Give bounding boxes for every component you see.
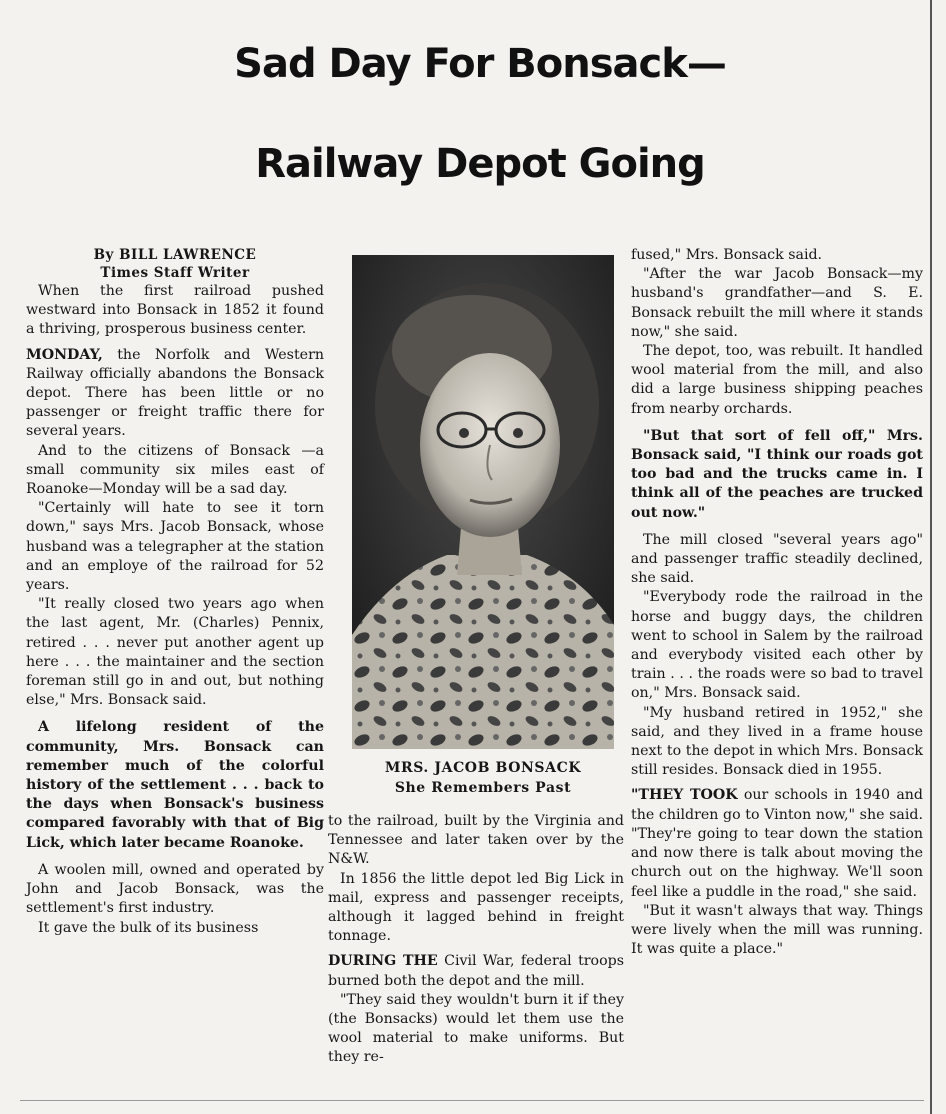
paragraph: A woolen mill, owned and operated by John and Jacob Bonsack, was the settlement's first industry. <box>26 861 324 917</box>
portrait-photo <box>352 255 614 749</box>
article-column-2 <box>328 812 624 1068</box>
article-column-1 <box>26 246 324 938</box>
paragraph: "It really closed two years ago when the last agent, Mr. (Charles) Pennix, retired . . . never put another agent up here . . . the maintainer and the section foreman still go in and out, but nothing else," Mrs. Bonsack said. <box>26 596 324 709</box>
caption-name: MRS. JACOB BONSACK <box>384 760 582 776</box>
pull-paragraph: "But that sort of fell off," Mrs. Bonsack said, "I think our roads got too bad and the trucks came in. I think all of the peaches are trucked out now." <box>631 427 923 521</box>
paragraph: "My husband retired in 1952," she said, and they lived in a frame house next to the depot in which Mrs. Bonsack still resides. Bonsack died in 1955. <box>631 704 923 779</box>
paragraph: "They said they wouldn't burn it if they (the Bonsacks) would let them use the wool material to make uniforms. But they re- <box>328 991 624 1066</box>
pull-paragraph: A lifelong resident of the community, Mrs. Bonsack can remember much of the colorful history of the settlement . . . back to the days when Bonsack's business compared favorably with that of Big Lick, which later became Roanoke. <box>26 719 324 851</box>
paragraph-text: Civil War, federal troops burned both the depot and the mill. <box>328 953 624 989</box>
headline <box>30 14 930 214</box>
headline-line-1: Sad Day For Bonsack— <box>234 41 726 87</box>
paragraph: When the first railroad pushed westward into Bonsack in 1852 it found a thriving, prosperous business center. <box>26 283 324 338</box>
paragraph <box>26 346 324 442</box>
paragraph: The mill closed "several years ago" and passenger traffic steadily declined, she said. <box>631 531 923 587</box>
paragraph <box>328 952 624 990</box>
adjacent-column-edge <box>930 0 946 1114</box>
bottom-rule <box>20 1100 924 1101</box>
paragraph: "Everybody rode the railroad in the horse and buggy days, the children went to school in Salem by the railroad and everybody visited each other by train . . . the roads were so bad to travel on," Mrs. Bonsack said. <box>631 589 923 702</box>
paragraph: fused," Mrs. Bonsack said. <box>631 247 823 263</box>
paragraph: The depot, too, was rebuilt. It handled wool material from the mill, and also did a large business shipping peaches from nearby orchards. <box>631 343 923 417</box>
caption-subtitle: She Remembers Past <box>394 780 572 796</box>
paragraph-text: the Norfolk and Western Railway officially abandons the Bonsack depot. There has been little or no passenger or freight traffic there for several years. <box>26 346 324 440</box>
lead-in: MONDAY, <box>26 346 103 363</box>
headline-line-2: Railway Depot Going <box>255 141 705 187</box>
byline-title: Times Staff Writer <box>100 265 250 281</box>
paragraph: "After the war Jacob Bonsack—my husband's grandfather—and S. E. Bonsack rebuilt the mill where it stands now," she said. <box>631 266 923 340</box>
paragraph: "But it wasn't always that way. Things were lively when the mill was running. It was quite a place." <box>631 902 923 958</box>
paragraph <box>631 786 923 901</box>
photo-caption <box>344 758 622 798</box>
paragraph: It gave the bulk of its business <box>38 919 259 936</box>
byline-author: By BILL LAWRENCE <box>93 247 257 263</box>
paragraph: And to the citizens of Bonsack —a small community six miles east of Roanoke—Monday will be a sad day. <box>26 442 324 498</box>
paragraph: to the railroad, built by the Virginia and Tennessee and later taken over by the N&W. <box>328 813 624 868</box>
portrait-image <box>352 255 614 749</box>
article-column-3 <box>631 246 923 959</box>
paragraph: "Certainly will hate to see it torn down," says Mrs. Jacob Bonsack, whose husband was a telegrapher at the station and an employe of the railroad for 52 years. <box>26 500 324 594</box>
lead-in: DURING THE <box>328 953 438 970</box>
lead-in: "THEY TOOK <box>631 787 738 804</box>
paragraph: In 1856 the little depot led Big Lick in mail, express and passenger receipts, although it lagged behind in freight tonnage. <box>328 870 624 945</box>
byline <box>26 246 324 282</box>
paragraph-text: our schools in 1940 and the children go to Vinton now," she said. "They're going to tear down the station and now there is talk about moving the church out on the highway. We'll soon feel like a puddle in the road," she said. <box>631 787 923 900</box>
